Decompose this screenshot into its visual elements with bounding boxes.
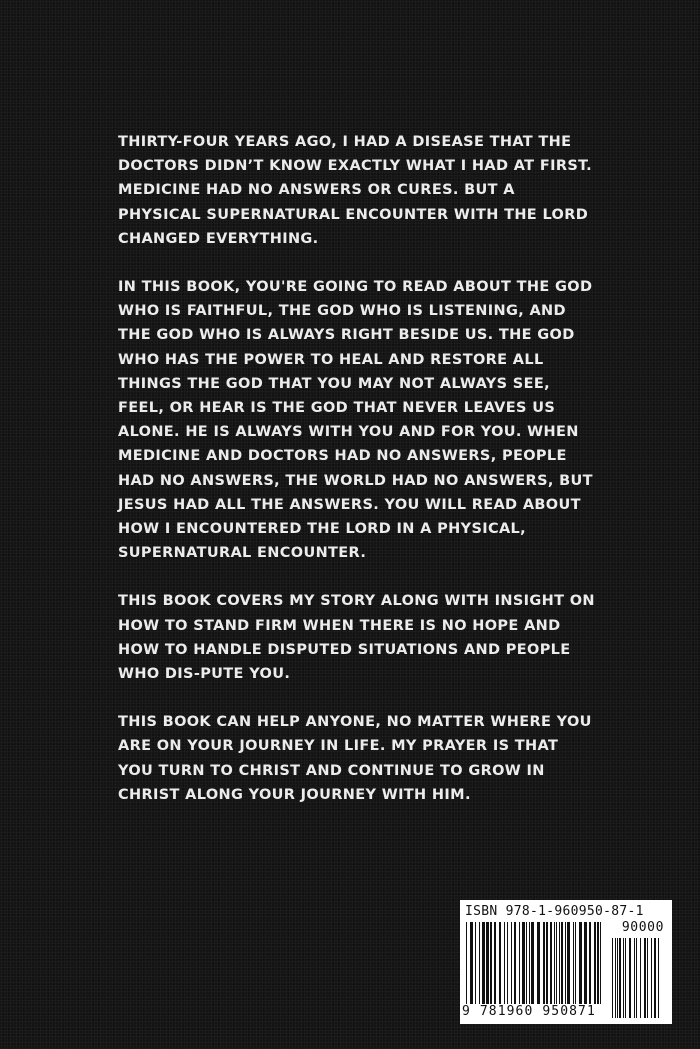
barcode-bars-addon (612, 938, 664, 1018)
blurb-paragraph-1: THIRTY-FOUR YEARS AGO, I HAD A DISEASE THAT THE DOCTORS DIDN’T KNOW EXACTLY WHAT I HAD AT FIRST. MEDICINE HAD NO ANSWERS OR CURES. BUT A PHYSICAL SUPERNATURAL ENCOUNTER WITH THE LORD CHANGED EVERYTHING. (118, 134, 593, 247)
barcode-bar (601, 922, 604, 1004)
blurb-paragraph-4: THIS BOOK CAN HELP ANYONE, NO MATTER WHERE YOU ARE ON YOUR JOURNEY IN LIFE. MY PRAYER IS THAT YOU TURN TO CHRIST AND CONTINUE TO GROW IN CHRIST ALONG YOUR JOURNEY WITH HIM. (118, 714, 592, 803)
isbn-number: ISBN 978-1-960950-87-1 (465, 904, 644, 919)
back-cover-blurb (118, 130, 598, 831)
price-code: 90000 (621, 920, 664, 935)
isbn-barcode (460, 900, 672, 1024)
blurb-paragraph-3: THIS BOOK COVERS MY STORY ALONG WITH INSIGHT ON HOW TO STAND FIRM WHEN THERE IS NO HOPE AND HOW TO HANDLE DISPUTED SITUATIONS AND PEOPLE WHO DIS-PUTE YOU. (118, 593, 595, 683)
blurb-paragraph-2: IN THIS BOOK, YOU'RE GOING TO READ ABOUT THE GOD WHO IS FAITHFUL, THE GOD WHO IS LISTENING, AND THE GOD WHO IS ALWAYS RIGHT BESIDE US. THE GOD WHO HAS THE POWER TO HEAL AND RESTORE ALL THINGS THE GOD THAT YOU MAY NOT ALWAYS SEE, FEEL, OR HEAR IS THE GOD THAT NEVER LEAVES US ALONE. HE IS ALWAYS WITH YOU AND FOR YOU. WHEN MEDICINE AND DOCTORS HAD NO ANSWERS, PEOPLE HAD NO ANSWERS, THE WORLD HAD NO ANSWERS, BUT JESUS HAD ALL THE ANSWERS. YOU WILL READ ABOUT HOW I ENCOUNTERED THE LORD IN A PHYSICAL, SUPERNATURAL ENCOUNTER. (118, 279, 593, 562)
ean-digits: 9 781960 950871 (462, 1004, 596, 1019)
barcode-bar (659, 938, 662, 1018)
barcode-bars-main (466, 922, 606, 1004)
